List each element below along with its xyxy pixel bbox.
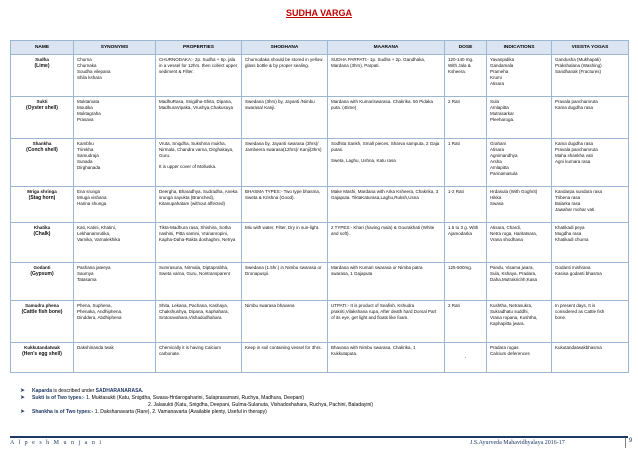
indication: Parinamasula	[490, 171, 518, 176]
note-sukti-types	[20, 395, 620, 402]
indication: Vrana shodhana	[490, 237, 523, 242]
yoga: Prakshalana (Washing)	[555, 63, 602, 68]
notes-section	[20, 388, 620, 416]
note-emphasis: SADHARANARASA.	[95, 388, 144, 394]
substance-subname: (Hen's egg shell)	[22, 351, 62, 357]
yoga: Pravala panchamruta	[555, 147, 598, 152]
indication: Pradara rogas	[490, 345, 519, 350]
sudha-varga-table	[10, 40, 629, 373]
note-sukti-type-2	[20, 402, 620, 409]
indication: Atisara	[490, 81, 505, 86]
shodhana-cell: Keep in soil containing vessel for 3hrs.	[242, 343, 328, 373]
indication: Gandamala	[490, 63, 514, 68]
yoga: In present days, It is	[555, 303, 596, 308]
dose-cell: -	[445, 343, 487, 373]
synonym: Churna	[77, 57, 92, 62]
properties-cell	[156, 139, 242, 187]
yoga: bone.	[555, 315, 567, 320]
yogas-cell	[552, 187, 629, 223]
dose-cell: 2 Rati	[445, 97, 487, 139]
page-number: 9	[625, 438, 635, 448]
arrow-bullet-icon: ➤	[20, 395, 26, 401]
header-visista-yogas: VISISTA YOGAS	[552, 41, 629, 55]
shodhana-cell: Nimbu swarasa bhavana	[242, 301, 328, 343]
yoga: Godanti mishrana	[555, 265, 591, 270]
indication: Sukradhatu suddhi,	[490, 309, 529, 314]
properties-cell: Sumrasuna, Nirmala, Diptaprabha, Sweta varna, Guru, Nontransparent	[156, 263, 242, 301]
synonym: Dirghanada	[77, 165, 101, 170]
yogas-cell	[552, 263, 629, 301]
synonym: Lekhanamrutika,	[77, 231, 111, 236]
yogas-cell	[552, 97, 629, 139]
header-properties: PROPERTIES	[156, 41, 242, 55]
indication: Yavanpidika	[490, 57, 515, 62]
note-label: Kaparda	[32, 388, 53, 394]
table-row	[11, 97, 629, 139]
shodhana-cell: Swedana (1.5hr.) in Nimbu swarasa or Dronapuspi.	[242, 263, 328, 301]
indications-cell	[487, 139, 552, 187]
synonym: Pashana jateeya	[77, 265, 111, 270]
synonym: Ena srunga	[77, 189, 101, 194]
row-name-cell	[11, 187, 74, 223]
indication: Kushtha, Netrasukra,	[490, 303, 533, 308]
indications-cell	[487, 187, 552, 223]
synonym: Sunada	[77, 159, 93, 164]
properties-cell: Shita, Lekana, Pachana, Kashaya, Chakshushya, Dipana, Kaphahara, Srotoravahara,Vishadodhahara	[156, 301, 242, 343]
indications-cell	[487, 97, 552, 139]
yogas-cell	[552, 139, 629, 187]
shodhana-cell: Churnodaka should be stored in yellow glass bottle & by proper sealing.	[242, 55, 328, 97]
table-row	[11, 343, 629, 373]
yoga: Kukutandatwakbhasma	[555, 345, 602, 350]
properties-cell: Chemically it is having Calcium carbonate.	[156, 343, 242, 373]
yoga: Kasisa godanti bhasma	[555, 271, 602, 276]
yoga: Kama dugdha rasa	[555, 105, 594, 110]
dose-cell: 1.5 to 3 g. With Ajamodarka	[445, 223, 487, 263]
substance-subname: (Lime)	[34, 63, 50, 69]
note-label: Shankha is of Two types:-	[32, 409, 94, 415]
indications-cell	[487, 301, 552, 343]
shodhana-cell: Swedana (3hrs) by, Jayanti /Nimbu swarasa/ Kanji.	[242, 97, 328, 139]
indication: Grahani	[490, 141, 507, 146]
substance-name: Khatika	[33, 225, 51, 230]
table-row	[11, 223, 629, 263]
shodhana-cell: Swedana by, Jayanti swarasa (3hrs)/ Jambeera swarasa(12hrs)/ Kanji(3hrs)	[242, 139, 328, 187]
dose-cell: 2 Rati	[445, 301, 487, 343]
indications-cell	[487, 223, 552, 263]
indication: Daha,Mutrakrichh;Kasa	[490, 277, 538, 282]
properties-text: Vruta, Snigdha, Sukshma mukha, Nirmala, Chandra varna, Dirghakaya, Guru.	[159, 141, 234, 158]
yoga: Tribena rasa	[555, 195, 581, 200]
indications-cell	[487, 263, 552, 301]
maarana-text: Sodhita Sankh, Small pieces, Sharva samputa, 2 Gaja putas.	[331, 141, 440, 152]
substance-subname: (Chalk)	[33, 231, 51, 237]
synonym: Soudha vilepana	[77, 69, 111, 74]
yoga: Khatikadi peya	[555, 225, 585, 230]
yogas-cell	[552, 343, 629, 373]
synonym: Saumya	[77, 271, 94, 276]
indication: Arsha	[490, 159, 502, 164]
substance-subname: (Gypsum)	[30, 271, 54, 277]
page-title: SUDHA VARGA	[285, 8, 352, 18]
maarana-cell: Make Mashi, Mardana with Arka Ksheera, Chakrika, 3 Gajaputa. TiktaKaturasa,Laghu,Ruksh,Usna	[328, 187, 445, 223]
synonym: Muktamata	[77, 99, 100, 104]
maarana-note: Sweta, Laghu, Ushna, Katu rasa	[331, 158, 396, 163]
synonyms-cell	[74, 343, 156, 373]
shodhana-cell: BHASMA TYPES:- Two type bhasma, Sweta & Krishna (Good).	[242, 187, 328, 223]
synonyms-cell	[74, 97, 156, 139]
indication: Kaphapitta jwara.	[490, 321, 525, 326]
header-indications: INDICATIONS	[487, 41, 552, 55]
synonym: Samudraja	[77, 153, 99, 158]
indication: Netra roga, Haritatsara,	[490, 231, 538, 236]
properties-cell: MadhuRasa, Snigdha-Shita, Dipana, MadhuraVipaka, Vrushya,Chakusuya	[156, 97, 242, 139]
substance-subname: (Stag horn)	[28, 195, 56, 201]
substance-name: Sukti	[36, 99, 48, 104]
row-name-cell	[11, 343, 74, 373]
synonyms-cell	[74, 187, 156, 223]
note-text: 1. Dakshanavarta (Rare), 2. Vamanavarta (Available plenty, Useful in therapy)	[93, 409, 267, 415]
yoga: Sandhanak (Fractures)	[555, 69, 602, 74]
dose-cell: 1 Rati	[445, 139, 487, 187]
yoga: Kandarpa sundara rasa	[555, 189, 603, 194]
substance-subname: (Cattle fish bone)	[21, 309, 63, 315]
indication: Agnimandhya	[490, 153, 518, 158]
row-name-cell	[11, 55, 74, 97]
synonym: Varnika, Varnalekhika	[77, 237, 121, 242]
indication: Prameha	[490, 69, 509, 74]
table-row	[11, 55, 629, 97]
synonym: Shila kshara	[77, 75, 102, 80]
synonym: Phenaka, Andhiphena,	[77, 309, 123, 314]
indication: Hrdasula (With Goghrit)	[490, 189, 538, 194]
indication: Vrana ropana, Kushtha,	[490, 315, 538, 320]
table-row	[11, 139, 629, 187]
synonym: Harina shunga	[77, 201, 107, 206]
yoga: Pravala panchamruta	[555, 99, 598, 104]
note-label: Sukti is of Two types:-	[32, 395, 85, 401]
synonym: Phena, Suphena,	[77, 303, 112, 308]
footer-author: A l p e s h M u n j a n i	[10, 440, 103, 446]
synonym: Muktagraha	[77, 111, 101, 116]
maarana-cell	[328, 139, 445, 187]
synonym: Moutika	[77, 105, 93, 110]
yoga: Jawahar mohar vati	[555, 207, 595, 212]
table-row	[11, 187, 629, 223]
note-text: 2. Jalasukti (Katu, Snigdha, Deepani, Gulma-Sulanuta, Vishadoshahara, Ruchya, Pachini, Baladayini)	[148, 402, 374, 408]
header-synonyms: SYNONYMS	[74, 41, 156, 55]
synonyms-cell	[74, 263, 156, 301]
yoga: Kama dugdha rasa	[555, 141, 594, 146]
synonyms-cell	[74, 223, 156, 263]
note-shankha-types	[20, 409, 620, 416]
synonym: Trirekha	[77, 147, 94, 152]
row-name-cell	[11, 139, 74, 187]
indication: Amlapitta	[490, 165, 509, 170]
substance-name: Mriga shringa	[27, 189, 57, 194]
substance-subname: (Conch shell)	[26, 147, 58, 153]
header-dose: DOSE	[445, 41, 487, 55]
dose-cell: 120-140 mg. With Jala & Ksheera.	[445, 55, 487, 97]
properties-cell: Tikta-Madhura rasa, Shishira, Sotha nashini, Pitta samini, Vrananropini, Kapha-Daha-Rakta doshaghni, Netrya	[156, 223, 242, 263]
maarana-cell: UTPATI:- It is product of Seafish, Kshudra prakriti,Vilakshana rupa, After death hard Dorsal Part of its eye, get light and floats like foam.	[328, 301, 445, 343]
substance-name: Sudha	[35, 57, 49, 62]
note-kaparda	[20, 388, 620, 395]
indication: Pleeharoga.	[490, 117, 515, 122]
footer-divider	[10, 436, 628, 438]
yoga: Khatikadi churna	[555, 237, 589, 242]
yoga: Maha shankha vati	[555, 153, 593, 158]
substance-subname: (Oyster shell)	[26, 105, 58, 111]
synonym: Prasava	[77, 117, 94, 122]
indication: Mutrasarkar	[490, 111, 515, 116]
yoga: Gandusha (Mukhapak)	[555, 57, 601, 62]
indication: Atisara, Chardi,	[490, 225, 522, 230]
yogas-cell	[552, 55, 629, 97]
yogas-cell	[552, 223, 629, 263]
header-name: NAME	[11, 41, 74, 55]
synonym: Tatasama	[77, 277, 97, 282]
dose-cell: 1-2 Rati	[445, 187, 487, 223]
synonyms-cell	[74, 139, 156, 187]
shodhana-cell: Mix with water, Filter, Dry in sun-light.	[242, 223, 328, 263]
indications-cell	[487, 55, 552, 97]
maarana-cell: Bhavana with Nimbu swarasa, Chakrika, 1 Kukkutaputa.	[328, 343, 445, 373]
substance-name: Shankha	[32, 141, 52, 146]
note-text: is described under	[52, 388, 96, 394]
table-header-row	[11, 41, 629, 55]
substance-name: Samudra phena	[25, 303, 59, 308]
indication: Pandu, Visama jwara,	[490, 265, 534, 270]
synonym: Churnaka	[77, 63, 97, 68]
indication: Swasa	[490, 201, 504, 206]
yogas-cell	[552, 301, 629, 343]
substance-name: Godanti	[33, 265, 51, 270]
synonyms-cell	[74, 55, 156, 97]
maarana-cell: Mardana with Kumariswarasa. Chakrika. 50 Pidaka puta. (4time)	[328, 97, 445, 139]
indication: Sula	[490, 99, 500, 104]
maarana-cell: 2 TYPES:- Khari (having mala) & Gourakhati (White and soft).	[328, 223, 445, 263]
maarana-cell: Mardana with Kumari swarasa or Nimba patra swarasa, 1 Gajaputa	[328, 263, 445, 301]
arrow-bullet-icon: ➤	[20, 409, 26, 415]
indication: Hikka	[490, 195, 502, 200]
indication: Atisara	[490, 147, 505, 152]
properties-cell: Deergha, Bharadhya, Sudradha, Aneka srunga sayukta (Branched), Kitanupahatam (without affected)	[156, 187, 242, 223]
note-text: 1. Muktasukti (Katu, Snigdha, Swasa-Hrdarogaharini, Sulaprasamani, Ruchya, Madhura, Deepani)	[84, 395, 304, 401]
table-row	[11, 263, 629, 301]
footer-institution: J.S.Ayurveda Mahavidhyalaya 2016-17	[470, 440, 565, 446]
indication: Sula, Kshaya, Pradara,	[490, 271, 537, 276]
synonyms-cell	[74, 301, 156, 343]
indication: Calcium deferences	[490, 351, 530, 356]
row-name-cell	[11, 223, 74, 263]
arrow-bullet-icon: ➤	[20, 388, 26, 394]
synonym: Dakshinanda twak	[77, 345, 114, 350]
row-name-cell	[11, 263, 74, 301]
properties-cell: CHURNODAKA:- 2p. Sudha + 5p. jala in a vessel for 12hrs. then collect upper sediment & Filter.	[156, 55, 242, 97]
indication: Krumi	[490, 75, 502, 80]
yoga: Agni kumara rasa	[555, 159, 591, 164]
synonym: Kambhu	[77, 141, 94, 146]
row-name-cell	[11, 301, 74, 343]
yoga: Mugdha rasa	[555, 231, 582, 236]
synonym: Kati, Katini, Khatini,	[77, 225, 117, 230]
properties-note: It is upper cover of Molluska.	[159, 164, 217, 169]
row-name-cell	[11, 97, 74, 139]
dose-cell: 125-500mg.	[445, 263, 487, 301]
indications-cell	[487, 343, 552, 373]
yoga: considered as Cattle fish	[555, 309, 605, 314]
header-maarana: MAARANA	[328, 41, 445, 55]
indication: Amlapitta	[490, 105, 509, 110]
yoga: Balarka rasa	[555, 201, 581, 206]
header-shodhana: SHODHANA	[242, 41, 328, 55]
substance-name: Kukkutandatwak	[24, 345, 60, 350]
table-row	[11, 301, 629, 343]
synonym: Mruga vishana	[77, 195, 107, 200]
synonym: Dinddera, Abdhiphena	[77, 315, 122, 320]
maarana-cell: SUDHA PARPATI:- 1p. Sudha + 2p. Gandhaka, Mardana (3hrs), Parpati.	[328, 55, 445, 97]
